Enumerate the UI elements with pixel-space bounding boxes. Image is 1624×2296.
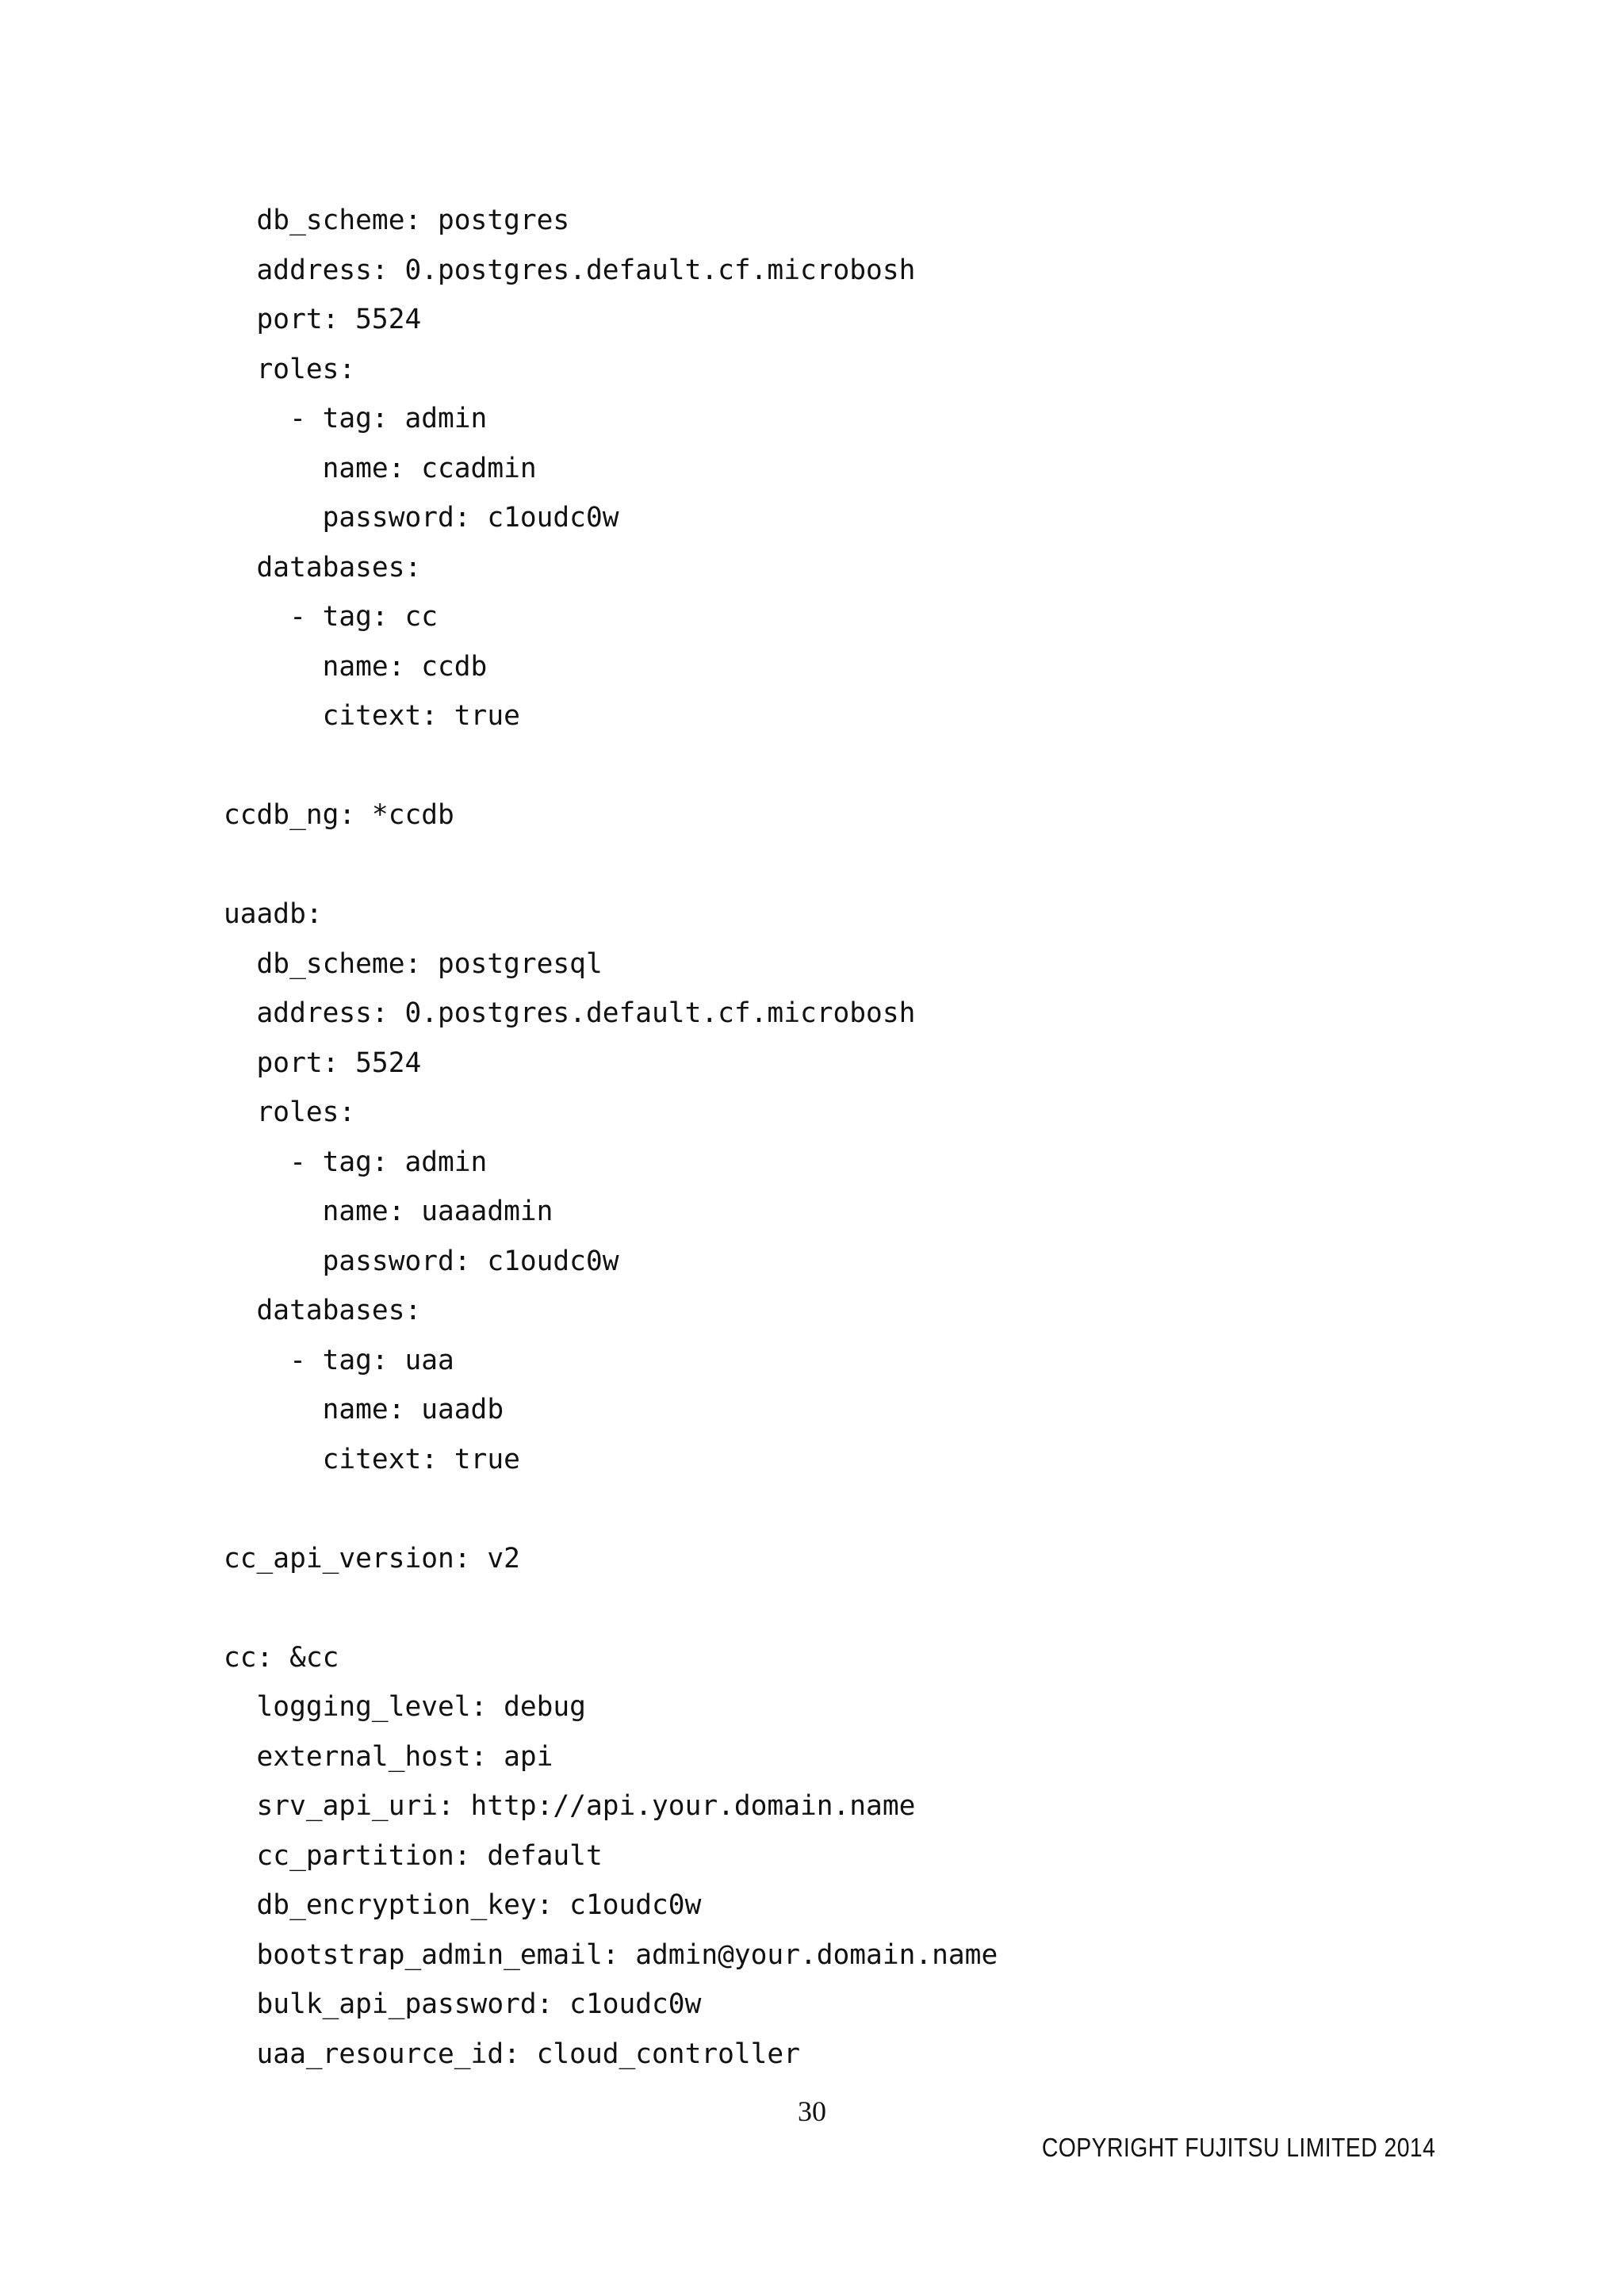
code-line: databases: — [224, 1295, 422, 1326]
code-line: srv_api_uri: http://api.your.domain.name — [224, 1790, 916, 1822]
code-line: name: ccadmin — [224, 452, 537, 484]
code-line: db_scheme: postgres — [224, 205, 570, 236]
code-line: external_host: api — [224, 1740, 553, 1773]
copyright-notice: COPYRIGHT FUJITSU LIMITED 2014 — [1041, 2133, 1435, 2162]
code-line: name: ccdb — [224, 650, 488, 683]
code-line: name: uaaadmin — [224, 1196, 553, 1227]
code-line: password: c1oudc0w — [224, 502, 619, 534]
page-number: 30 — [798, 2095, 826, 2127]
code-line: name: uaadb — [224, 1394, 504, 1425]
code-line: roles: — [224, 353, 356, 385]
code-line: logging_level: debug — [224, 1691, 586, 1723]
code-line: cc_api_version: v2 — [224, 1542, 520, 1575]
code-line: citext: true — [224, 700, 520, 732]
code-line: address: 0.postgres.default.cf.microbosh — [224, 254, 916, 286]
code-line: bulk_api_password: c1oudc0w — [224, 1988, 702, 2020]
code-line: roles: — [224, 1096, 356, 1128]
code-line: address: 0.postgres.default.cf.microbosh — [224, 997, 916, 1029]
code-line: db_encryption_key: c1oudc0w — [224, 1889, 702, 1921]
code-line: citext: true — [224, 1443, 520, 1475]
code-line: uaadb: — [224, 898, 323, 930]
code-line: - tag: admin — [224, 403, 488, 434]
code-line: port: 5524 — [224, 304, 422, 335]
code-line: - tag: uaa — [224, 1344, 454, 1376]
code-line: uaa_resource_id: cloud_controller — [224, 2038, 800, 2070]
code-line: port: 5524 — [224, 1047, 422, 1079]
code-line: bootstrap_admin_email: admin@your.domain.name — [224, 1938, 998, 1971]
code-line: - tag: cc — [224, 601, 439, 633]
code-line: db_scheme: postgresql — [224, 947, 603, 980]
code-line: cc_partition: default — [224, 1839, 603, 1872]
code-line: password: c1oudc0w — [224, 1245, 619, 1277]
code-line: - tag: admin — [224, 1146, 488, 1178]
code-line: cc: &cc — [224, 1641, 339, 1674]
code-line: ccdb_ng: *ccdb — [224, 799, 454, 831]
code-line: databases: — [224, 551, 422, 584]
